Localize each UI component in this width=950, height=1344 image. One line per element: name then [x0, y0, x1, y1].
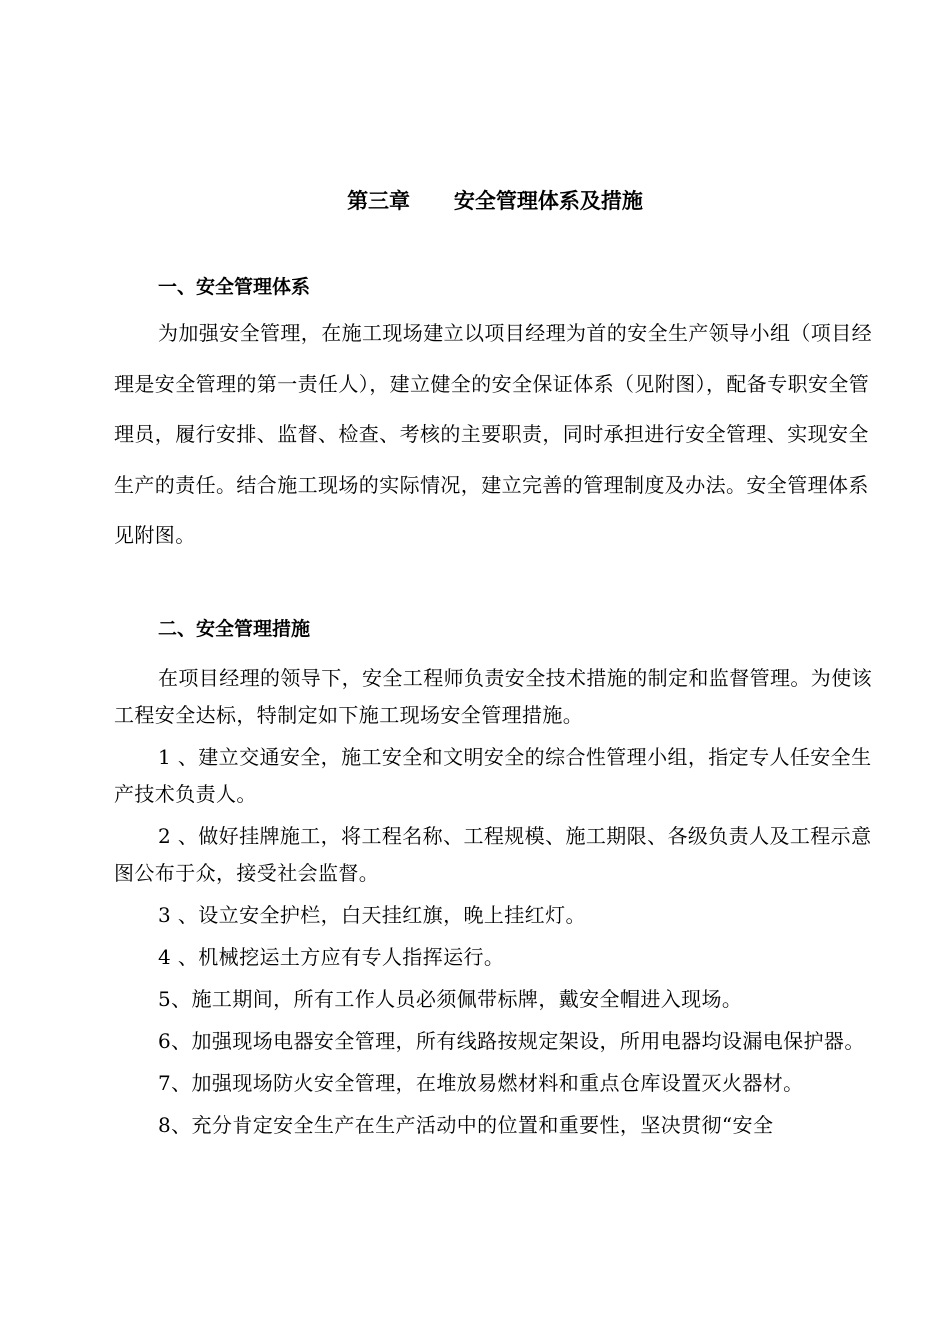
measure-item-6: 6、加强现场电器安全管理，所有线路按规定架设，所用电器均设漏电保护器。: [158, 1029, 865, 1053]
section-heading-safety-system: 一、安全管理体系: [158, 276, 311, 298]
measure-item-5: 5、施工期间，所有工作人员必须佩带标牌，戴安全帽进入现场。: [158, 987, 743, 1011]
measure-item-3: 3 、设立安全护栏，白天挂红旗，晚上挂红灯。: [158, 903, 586, 927]
measure-item-8: 8、充分肯定安全生产在生产活动中的位置和重要性，坚决贯彻“安全: [158, 1113, 774, 1137]
measure-item-1: 1 、建立交通安全，施工安全和文明安全的综合性管理小组，指定专人任安全生产技术负责人。: [114, 745, 872, 806]
measure-item-7: 7、加强现场防火安全管理，在堆放易燃材料和重点仓库设置灭火器材。: [158, 1071, 804, 1095]
measure-item-4: 4 、机械挖运土方应有专人指挥运行。: [158, 945, 505, 969]
safety-measures-list: [114, 660, 874, 1149]
measures-intro-paragraph: 在项目经理的领导下，安全工程师负责安全技术措施的制定和监督管理。为使该工程安全达标，特制定如下施工现场安全管理措施。: [114, 666, 872, 727]
chapter-title: 第三章 安全管理体系及措施: [347, 189, 643, 213]
section-heading-safety-measures: 二、安全管理措施: [158, 618, 311, 640]
measure-item-2: 2 、做好挂牌施工，将工程名称、工程规模、施工期限、各级负责人及工程示意图公布于众，接受社会监督。: [114, 824, 872, 885]
safety-system-paragraph: 为加强安全管理，在施工现场建立以项目经理为首的安全生产领导小组（项目经理是安全管理的第一责任人），建立健全的安全保证体系（见附图），配备专职安全管理员，履行安排、监督、检查、考核的主要职责，同时承担进行安全管理、实现安全生产的责任。结合施工现场的实际情况，建立完善的管理制度及办法。安全管理体系见附图。: [114, 321, 872, 547]
